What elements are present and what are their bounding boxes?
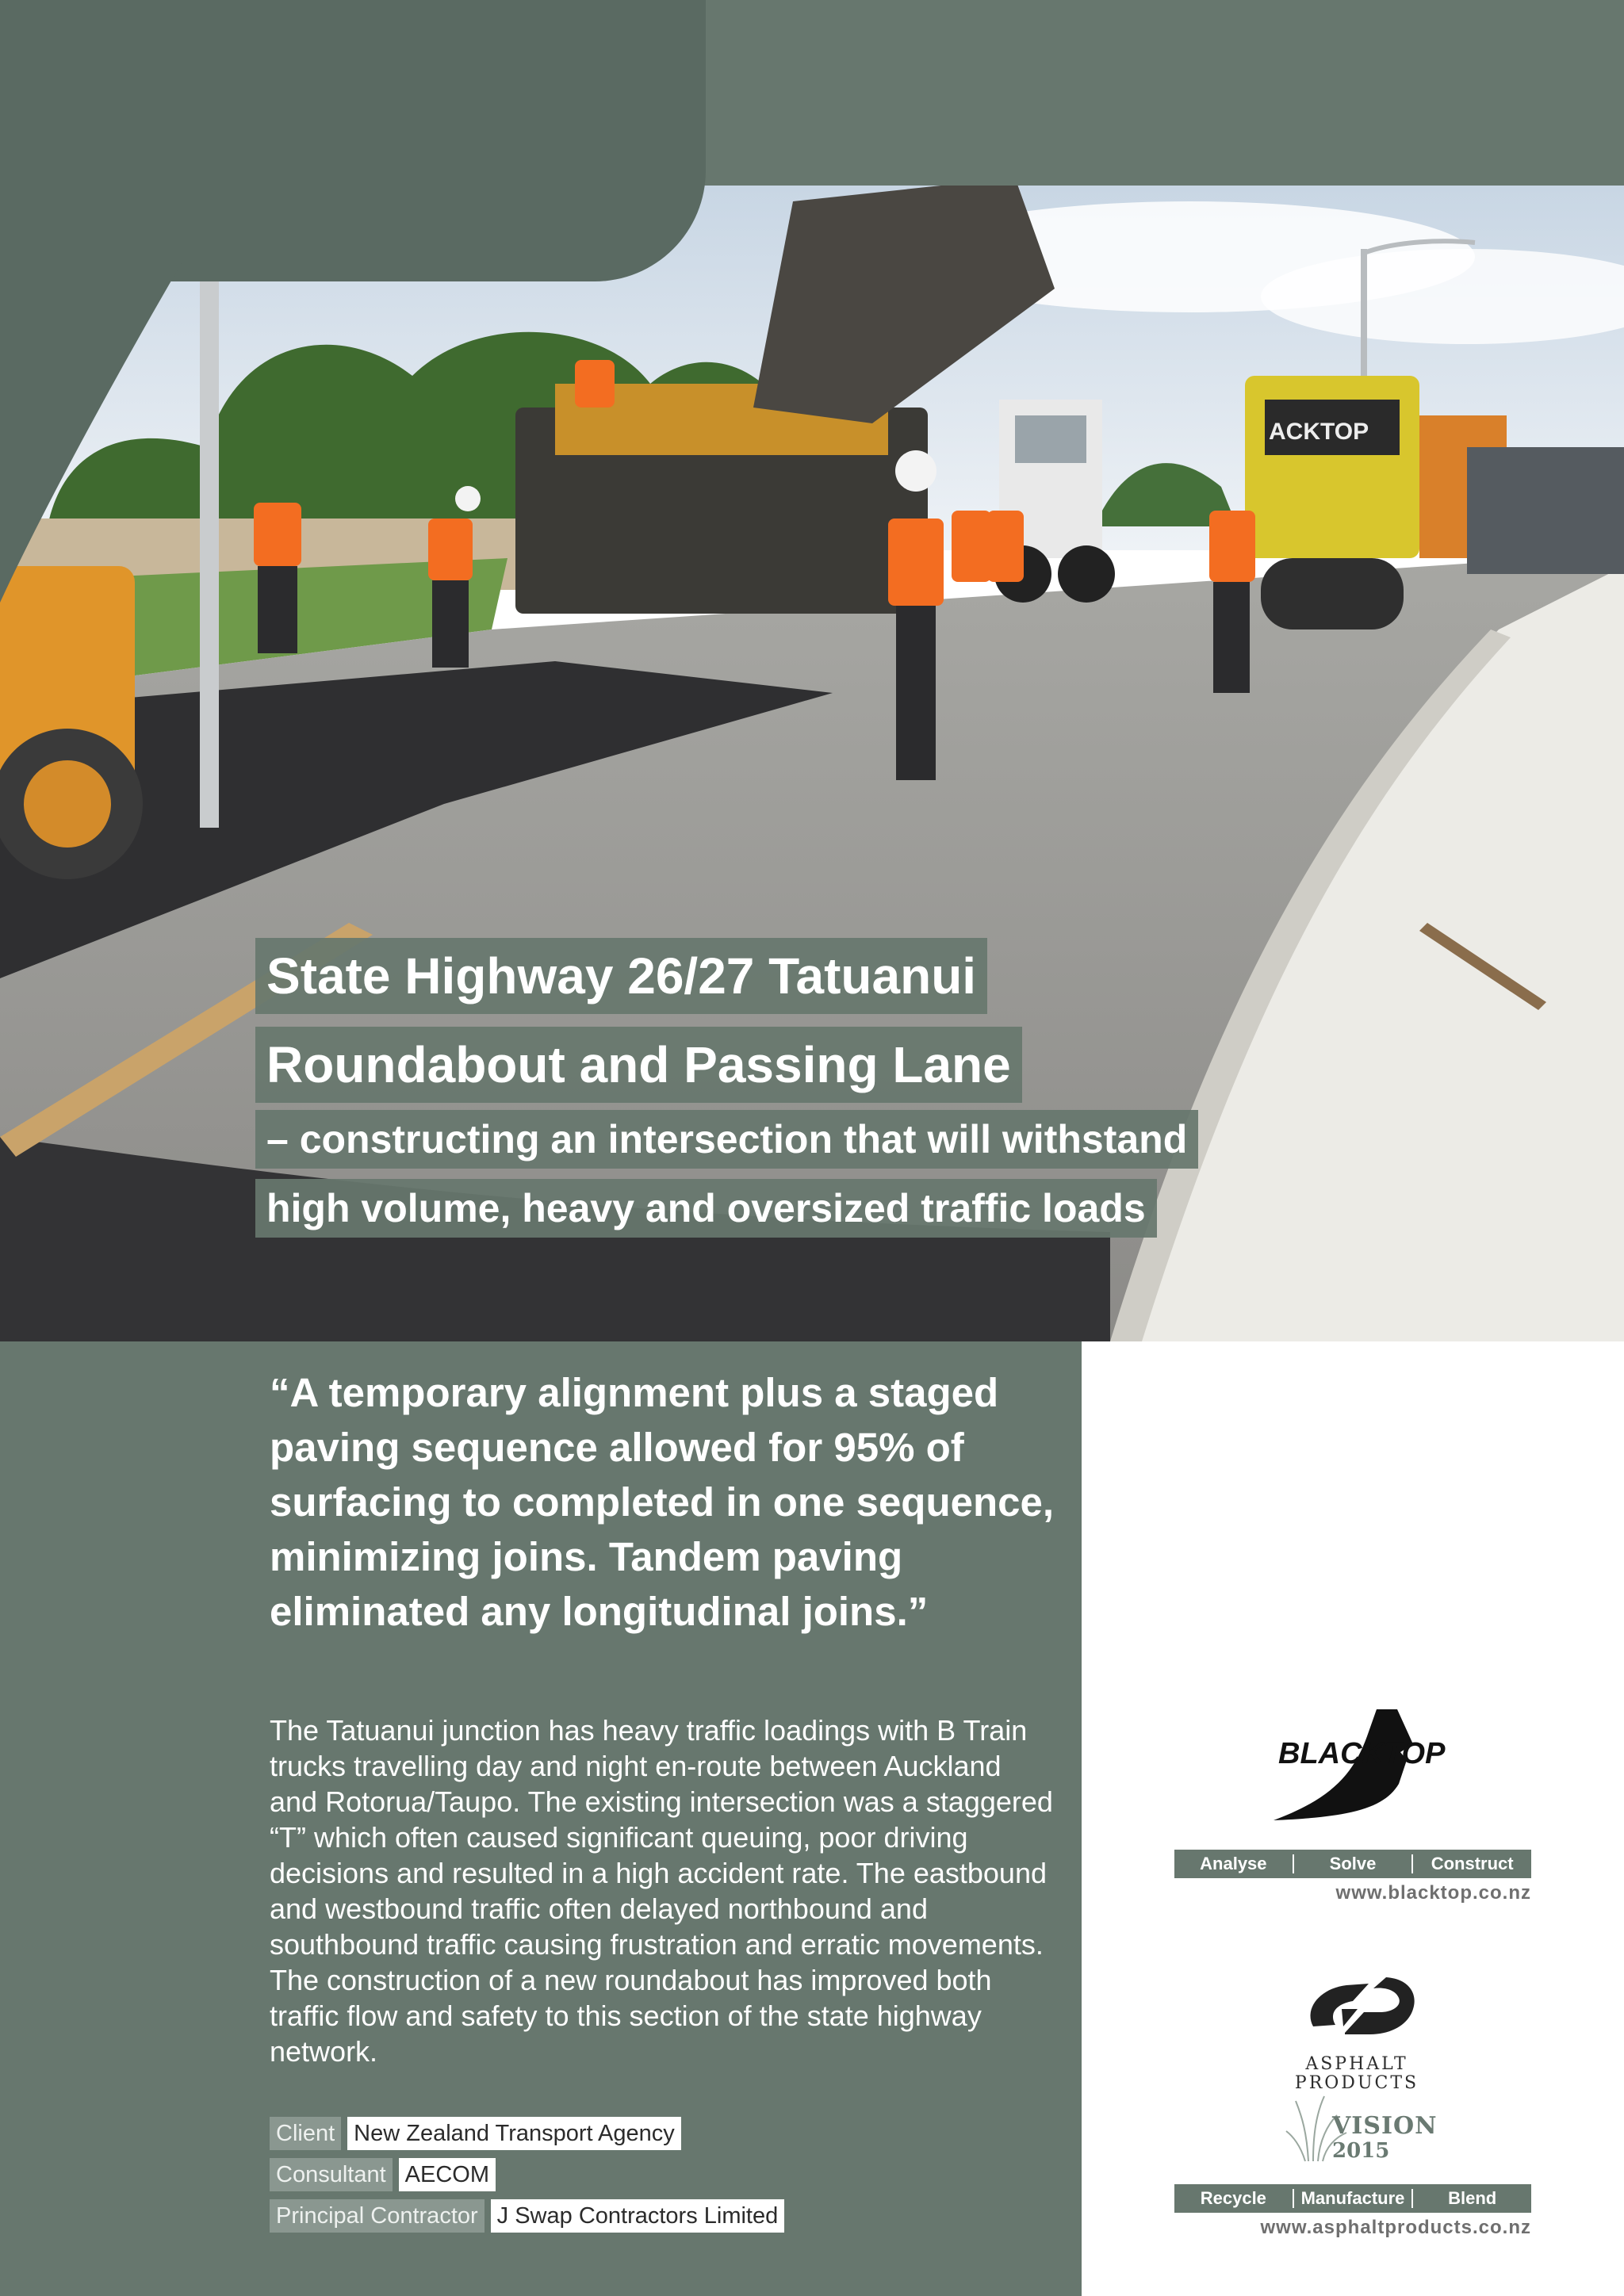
headline-line-3: – constructing an intersection that will withstand xyxy=(255,1110,1198,1169)
tagline-word: Construct xyxy=(1431,1854,1514,1873)
pull-quote: “A temporary alignment plus a staged paving sequence allowed for 95% of surfacing to completed in one sequence, minimizing joins. Tandem paving eliminated any longitudinal joins.” xyxy=(270,1370,1055,1634)
credit-row-consultant xyxy=(270,2158,784,2191)
headline-line-1: State Highway 26/27 Tatuanui xyxy=(255,938,987,1014)
credit-label: Client xyxy=(270,2117,341,2150)
blacktop-logo-text: BLACKTOP xyxy=(1278,1737,1446,1770)
vision-year: 2015 xyxy=(1332,2139,1390,2163)
ap-wordmark-line: PRODUCTS xyxy=(1294,2073,1419,2093)
body-paragraph: The Tatuanui junction has heavy traffic loadings with B Train trucks travelling day and night en-route between Auckland and Rotorua/Taupo. The existing intersection was a staggered “T” which often caused significant queuing, poor driving decisions and resulted in a high accident rate. The eastbound and westbound traffic often delayed northbound and southbound traffic causing frustration and erratic movements. The construction of a new roundabout has improved both traffic flow and safety to this section of the state highway network. xyxy=(270,1714,1053,2068)
blacktop-url: www.blacktop.co.nz xyxy=(1335,1882,1531,1904)
credits-list xyxy=(270,2117,784,2241)
asphalt-products-logo xyxy=(1297,1977,1416,2049)
credit-row-client xyxy=(270,2117,784,2150)
tagline-word: Manufacture xyxy=(1300,2188,1405,2208)
left-wedge-shape xyxy=(0,262,182,603)
credit-value: J Swap Contractors Limited xyxy=(491,2199,785,2233)
blacktop-logo xyxy=(1258,1705,1448,1823)
headline-line-2: Roundabout and Passing Lane xyxy=(255,1027,1022,1103)
credit-label: Principal Contractor xyxy=(270,2199,485,2233)
ap-wordmark-line: ASPHALT xyxy=(1305,2054,1408,2074)
asphalt-products-tagline xyxy=(1174,2184,1531,2213)
tagline-word: Analyse xyxy=(1200,1854,1267,1873)
headline-line-4: high volume, heavy and oversized traffic loads xyxy=(255,1179,1157,1238)
credit-value: New Zealand Transport Agency xyxy=(347,2117,681,2150)
top-tab-shape xyxy=(0,0,706,281)
credit-row-principal-contractor xyxy=(270,2199,784,2233)
paver-label: ACKTOP xyxy=(1269,419,1369,445)
blacktop-tagline xyxy=(1174,1850,1531,1878)
credit-value: AECOM xyxy=(399,2158,496,2191)
vision-title: VISION xyxy=(1332,2112,1438,2140)
tagline-word: Blend xyxy=(1448,2188,1497,2208)
tagline-word: Recycle xyxy=(1200,2188,1266,2208)
credit-label: Consultant xyxy=(270,2158,393,2191)
tagline-word: Solve xyxy=(1329,1854,1377,1873)
asphalt-products-url: www.asphaltproducts.co.nz xyxy=(1260,2217,1531,2238)
